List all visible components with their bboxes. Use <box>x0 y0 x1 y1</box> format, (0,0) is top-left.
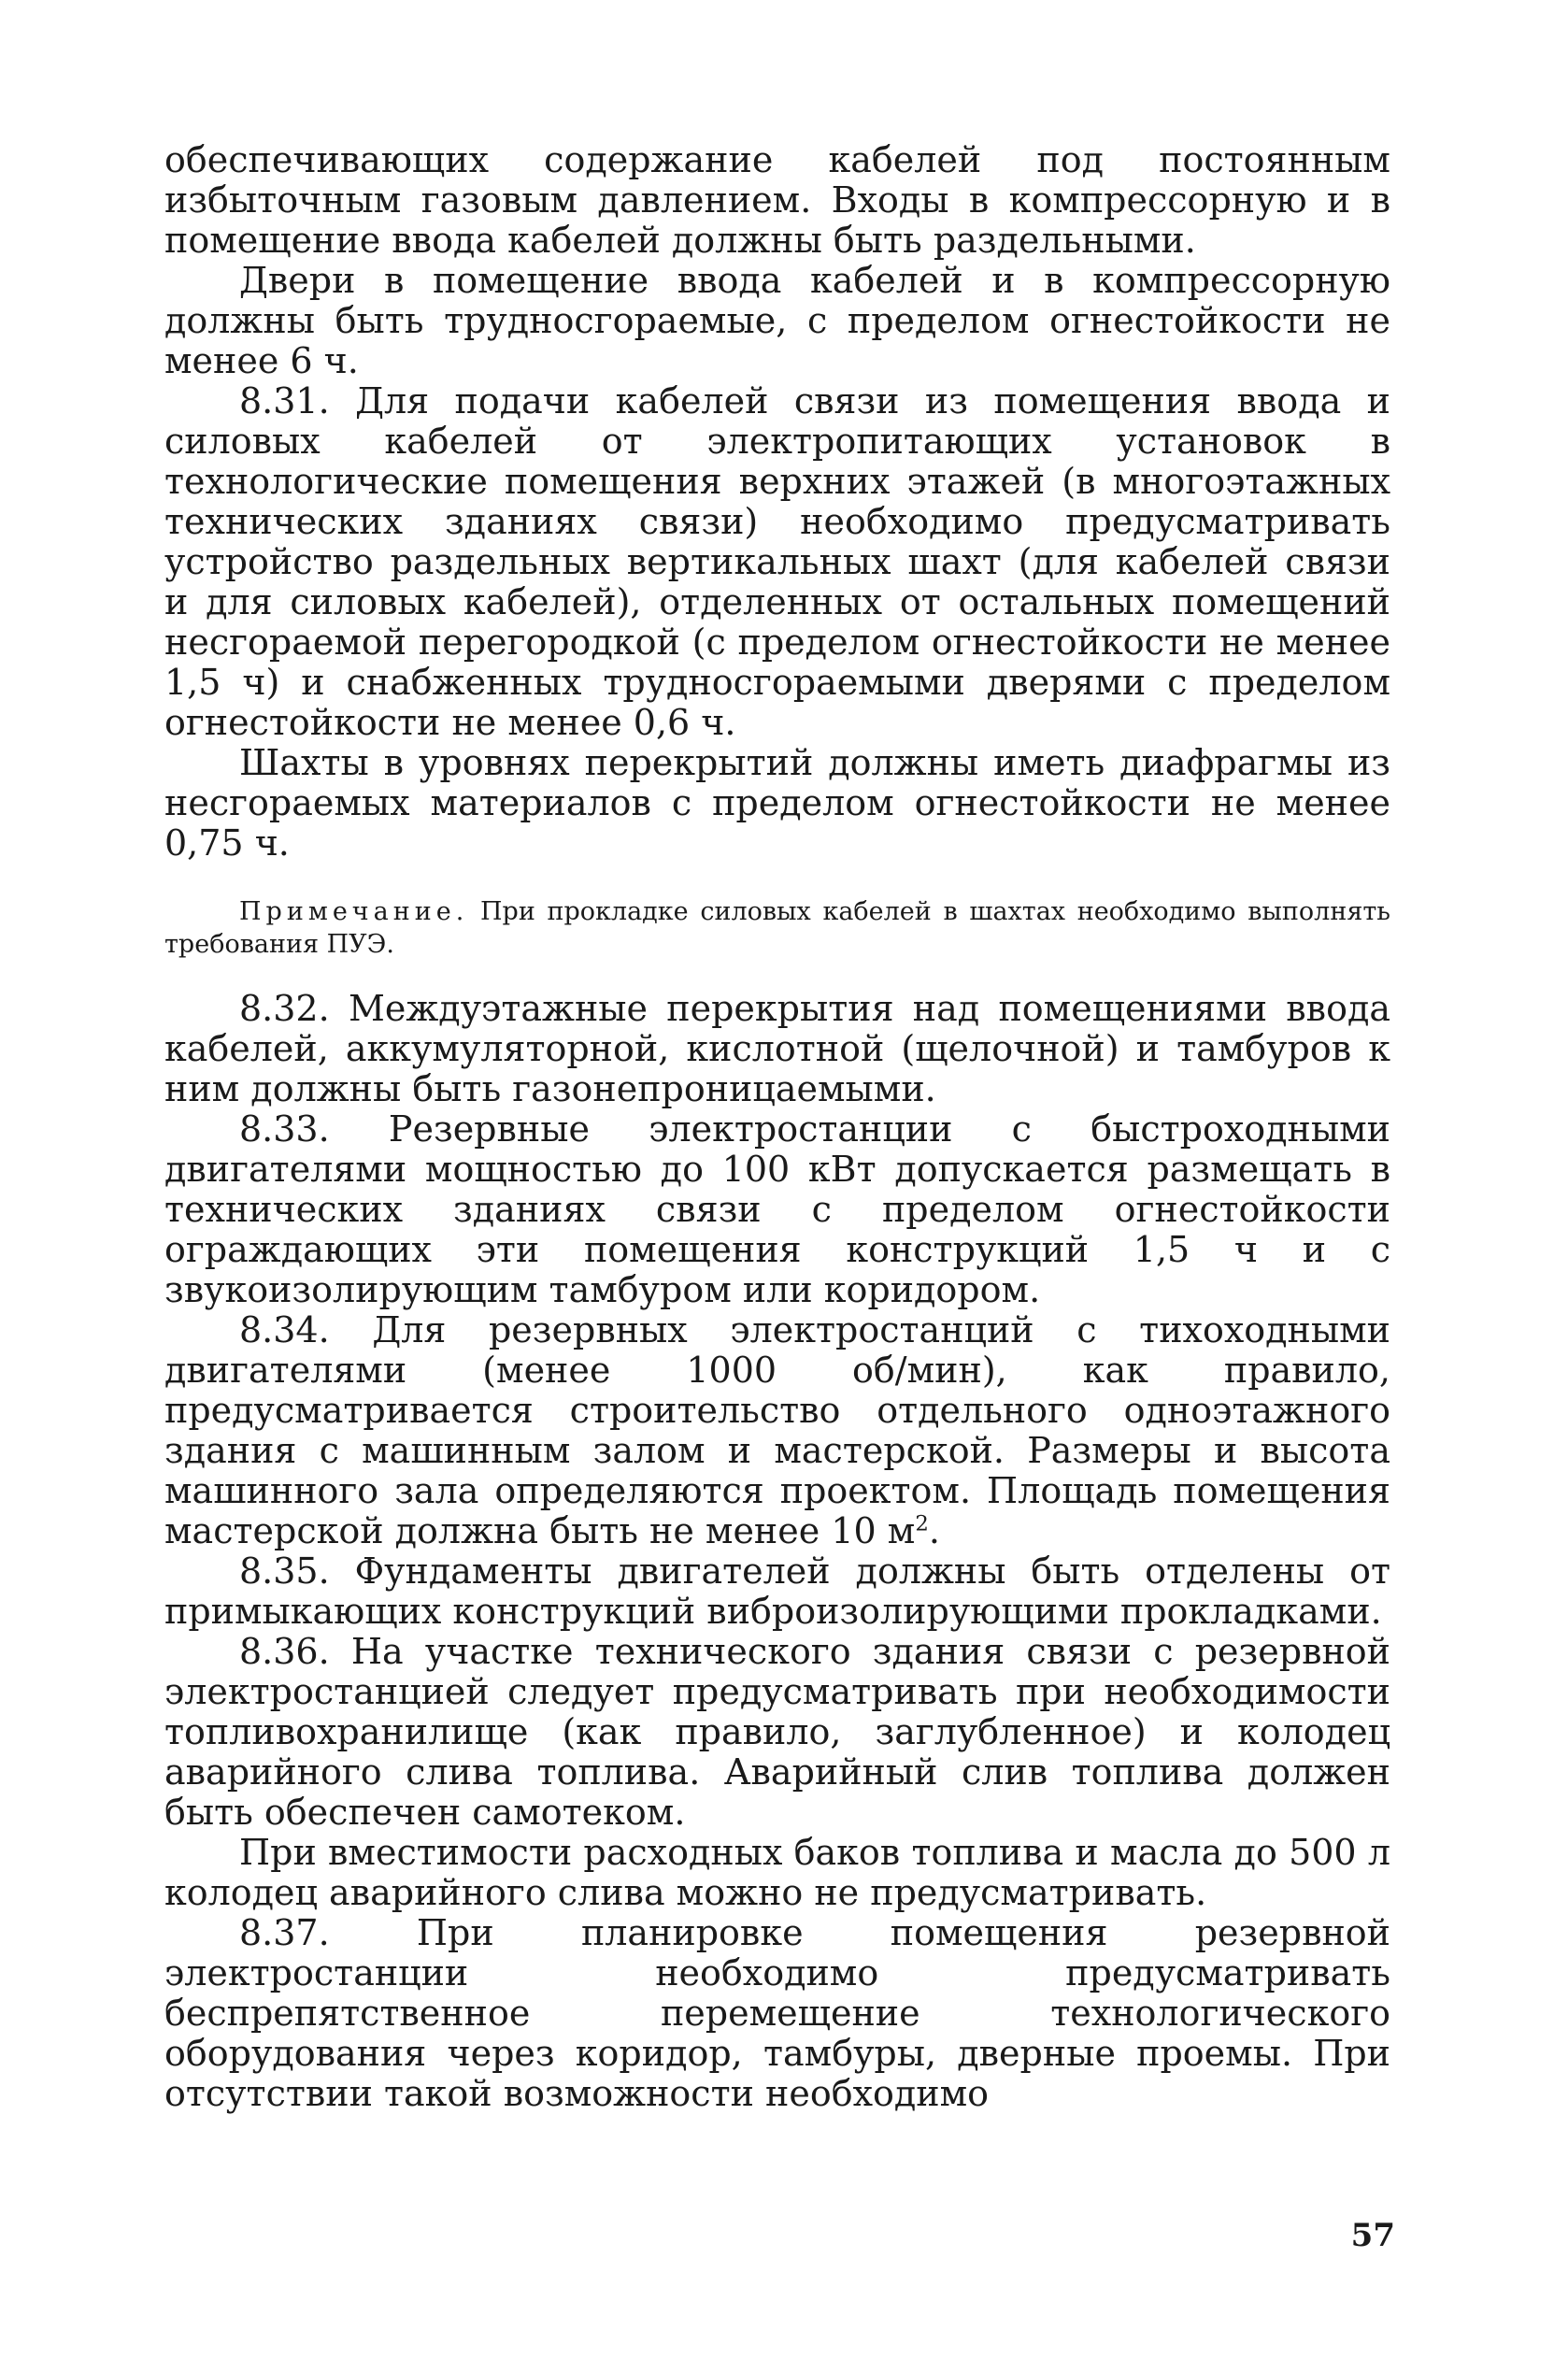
note-label: Примечание. <box>239 897 469 926</box>
paragraph-8-31: 8.31. Для подачи кабелей связи из помещения ввода и силовых кабелей от электропитающих установок в технологические помещения верхних этажей (в многоэтажных технических зданиях связи) необходимо предусматривать устройство раздельных вертикальных шахт (для кабелей связи и для силовых кабелей), отделенных от остальных помещений несгораемой перегородкой (с пределом огнестойкости не менее 1,5 ч) и снабженных трудносгораемыми дверями с пределом огнестойкости не менее 0,6 ч. <box>164 380 1390 743</box>
paragraph-fuel-tanks: При вместимости расходных баков топлива и масла до 500 л колодец аварийного слива можно не предусматривать. <box>164 1832 1390 1913</box>
page-number: 57 <box>1350 2217 1395 2254</box>
note-text: При прокладке силовых кабелей в шахтах необходимо выполнять требования ПУЭ. <box>164 897 1390 959</box>
paragraph-8-34 <box>164 1310 1390 1551</box>
paragraph-8-34-text: 8.34. Для резервных электростанций с тихоходными двигателями (менее 1000 об/мин), как правило, предусматривается строительство отдельного одноэтажного здания с машинным залом и мастерской. Размеры и высота машинного зала определяются проектом. Площадь помещения мастерской должна быть не менее 10 м <box>164 1309 1390 1551</box>
paragraph-8-35: 8.35. Фундаменты двигателей должны быть отделены от примыкающих конструкций виброизолирующими прокладками. <box>164 1550 1390 1632</box>
superscript-2: 2 <box>915 1511 929 1536</box>
document-page <box>164 140 1390 2114</box>
note-block <box>164 895 1390 961</box>
paragraph-8-34-end: . <box>928 1510 940 1551</box>
paragraph-8-32: 8.32. Междуэтажные перекрытия над помещениями ввода кабелей, аккумуляторной, кислотной (щелочной) и тамбуров к ним должны быть газонепроницаемыми. <box>164 988 1390 1109</box>
paragraph-doors: Двери в помещение ввода кабелей и в компрессорную должны быть трудносгораемые, с пределом огнестойкости не менее 6 ч. <box>164 260 1390 381</box>
paragraph-8-37: 8.37. При планировке помещения резервной электростанции необходимо предусматривать беспрепятственное перемещение технологического оборудования через коридор, тамбуры, дверные проемы. При отсутствии такой возможности необходимо <box>164 1912 1390 2114</box>
paragraph-continuation: обеспечивающих содержание кабелей под постоянным избыточным газовым давлением. Входы в компрессорную и в помещение ввода кабелей должны быть раздельными. <box>164 139 1390 261</box>
paragraph-8-33: 8.33. Резервные электростанции с быстроходными двигателями мощностью до 100 кВт допускается размещать в технических зданиях связи с пределом огнестойкости ограждающих эти помещения конструкций 1,5 ч и с звукоизолирующим тамбуром или коридором. <box>164 1108 1390 1310</box>
paragraph-shafts: Шахты в уровнях перекрытий должны иметь диафрагмы из несгораемых материалов с пределом огнестойкости не менее 0,75 ч. <box>164 742 1390 864</box>
paragraph-8-36: 8.36. На участке технического здания связи с резервной электростанцией следует предусматривать при необходимости топливохранилище (как правило, заглубленное) и колодец аварийного слива топлива. Аварийный слив топлива должен быть обеспечен самотеком. <box>164 1631 1390 1833</box>
